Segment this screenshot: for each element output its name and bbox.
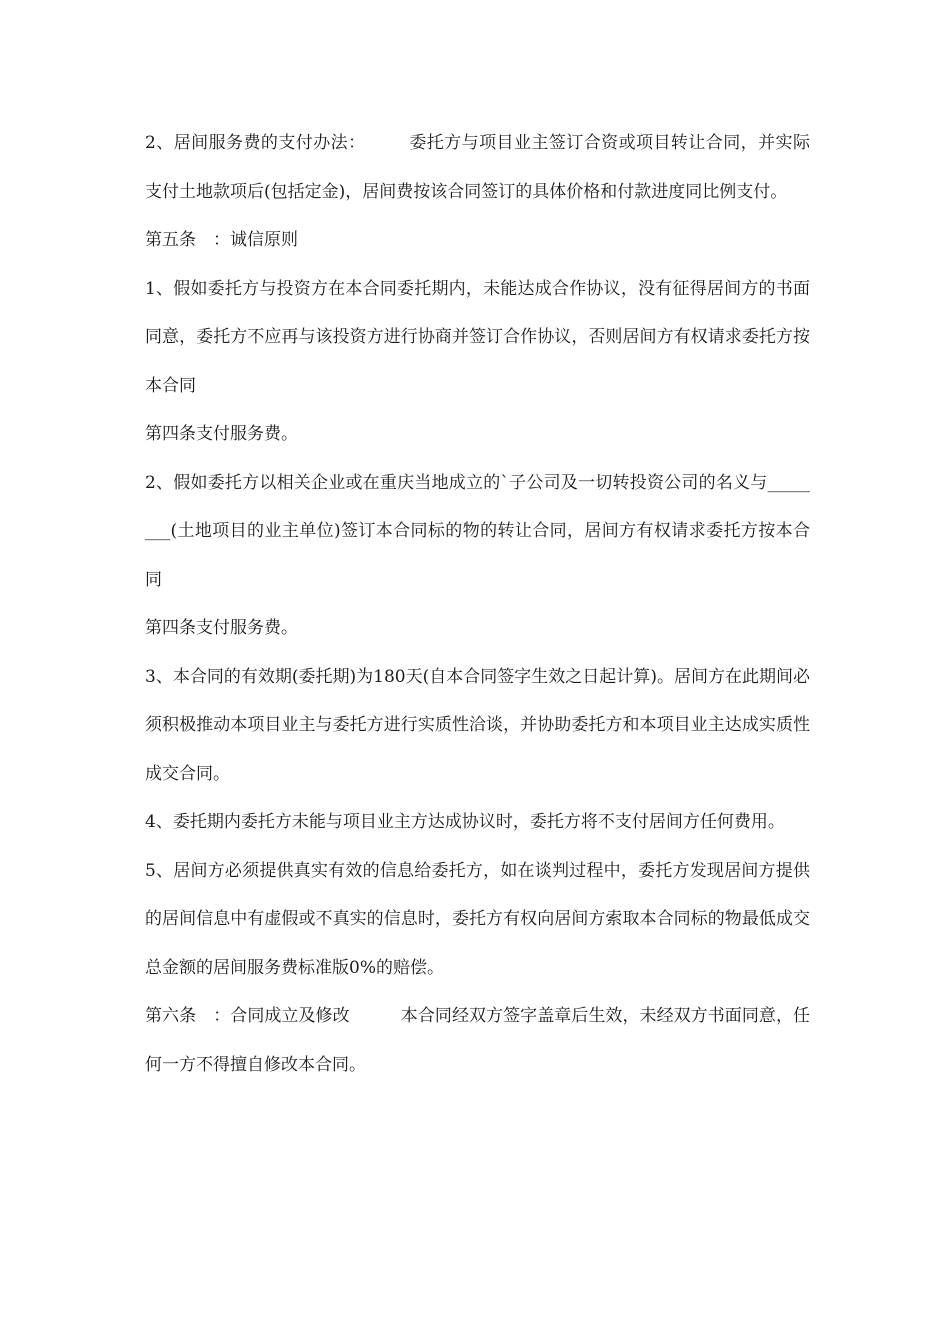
paragraph-article-4-ref: 第四条支付服务费。	[145, 618, 298, 638]
paragraph-clause-1: 1、假如委托方与投资方在本合同委托期内，未能达成合作协议，没有征得居间方的书面同意，委托方不应再与该投资方进行协商并签订合作协议，否则居间方有权请求委托方按本合同	[145, 278, 810, 396]
document-page	[145, 119, 810, 1089]
paragraph-clause-3: 3、本合同的有效期(委托期)为180天(自本合同签字生效之日起计算)。居间方在此期间必须积极推动本项目业主与委托方进行实质性洽谈，并协助委托方和本项目业主达成实质性成交合同。	[145, 666, 810, 784]
paragraph-clause-4: 4、委托期内委托方未能与项目业主方达成协议时，委托方将不支付居间方任何费用。	[145, 812, 785, 832]
paragraph-article-4-ref: 第四条支付服务费。	[145, 424, 298, 444]
paragraph-payment-method: 2、居间服务费的支付办法： 委托方与项目业主签订合资或项目转让合同，并实际支付土地款项后(包括定金)，居间费按该合同签订的具体价格和付款进度同比例支付。	[145, 133, 810, 202]
article-5-heading: 第五条 ：诚信原则	[145, 230, 298, 250]
paragraph-clause-2: 2、假如委托方以相关企业或在重庆当地成立的`子公司及一切转投资公司的名义与________(土地项目的业主单位)签订本合同标的物的转让合同，居间方有权请求委托方按本合同	[145, 472, 810, 590]
article-6-paragraph: 第六条 ：合同成立及修改 本合同经双方签字盖章后生效，未经双方书面同意，任何一方不得擅自修改本合同。	[145, 1006, 810, 1075]
paragraph-clause-5: 5、居间方必须提供真实有效的信息给委托方，如在谈判过程中，委托方发现居间方提供的居间信息中有虚假或不真实的信息时，委托方有权向居间方索取本合同标的物最低成交总金额的居间服务费标准版0%的赔偿。	[145, 860, 810, 978]
